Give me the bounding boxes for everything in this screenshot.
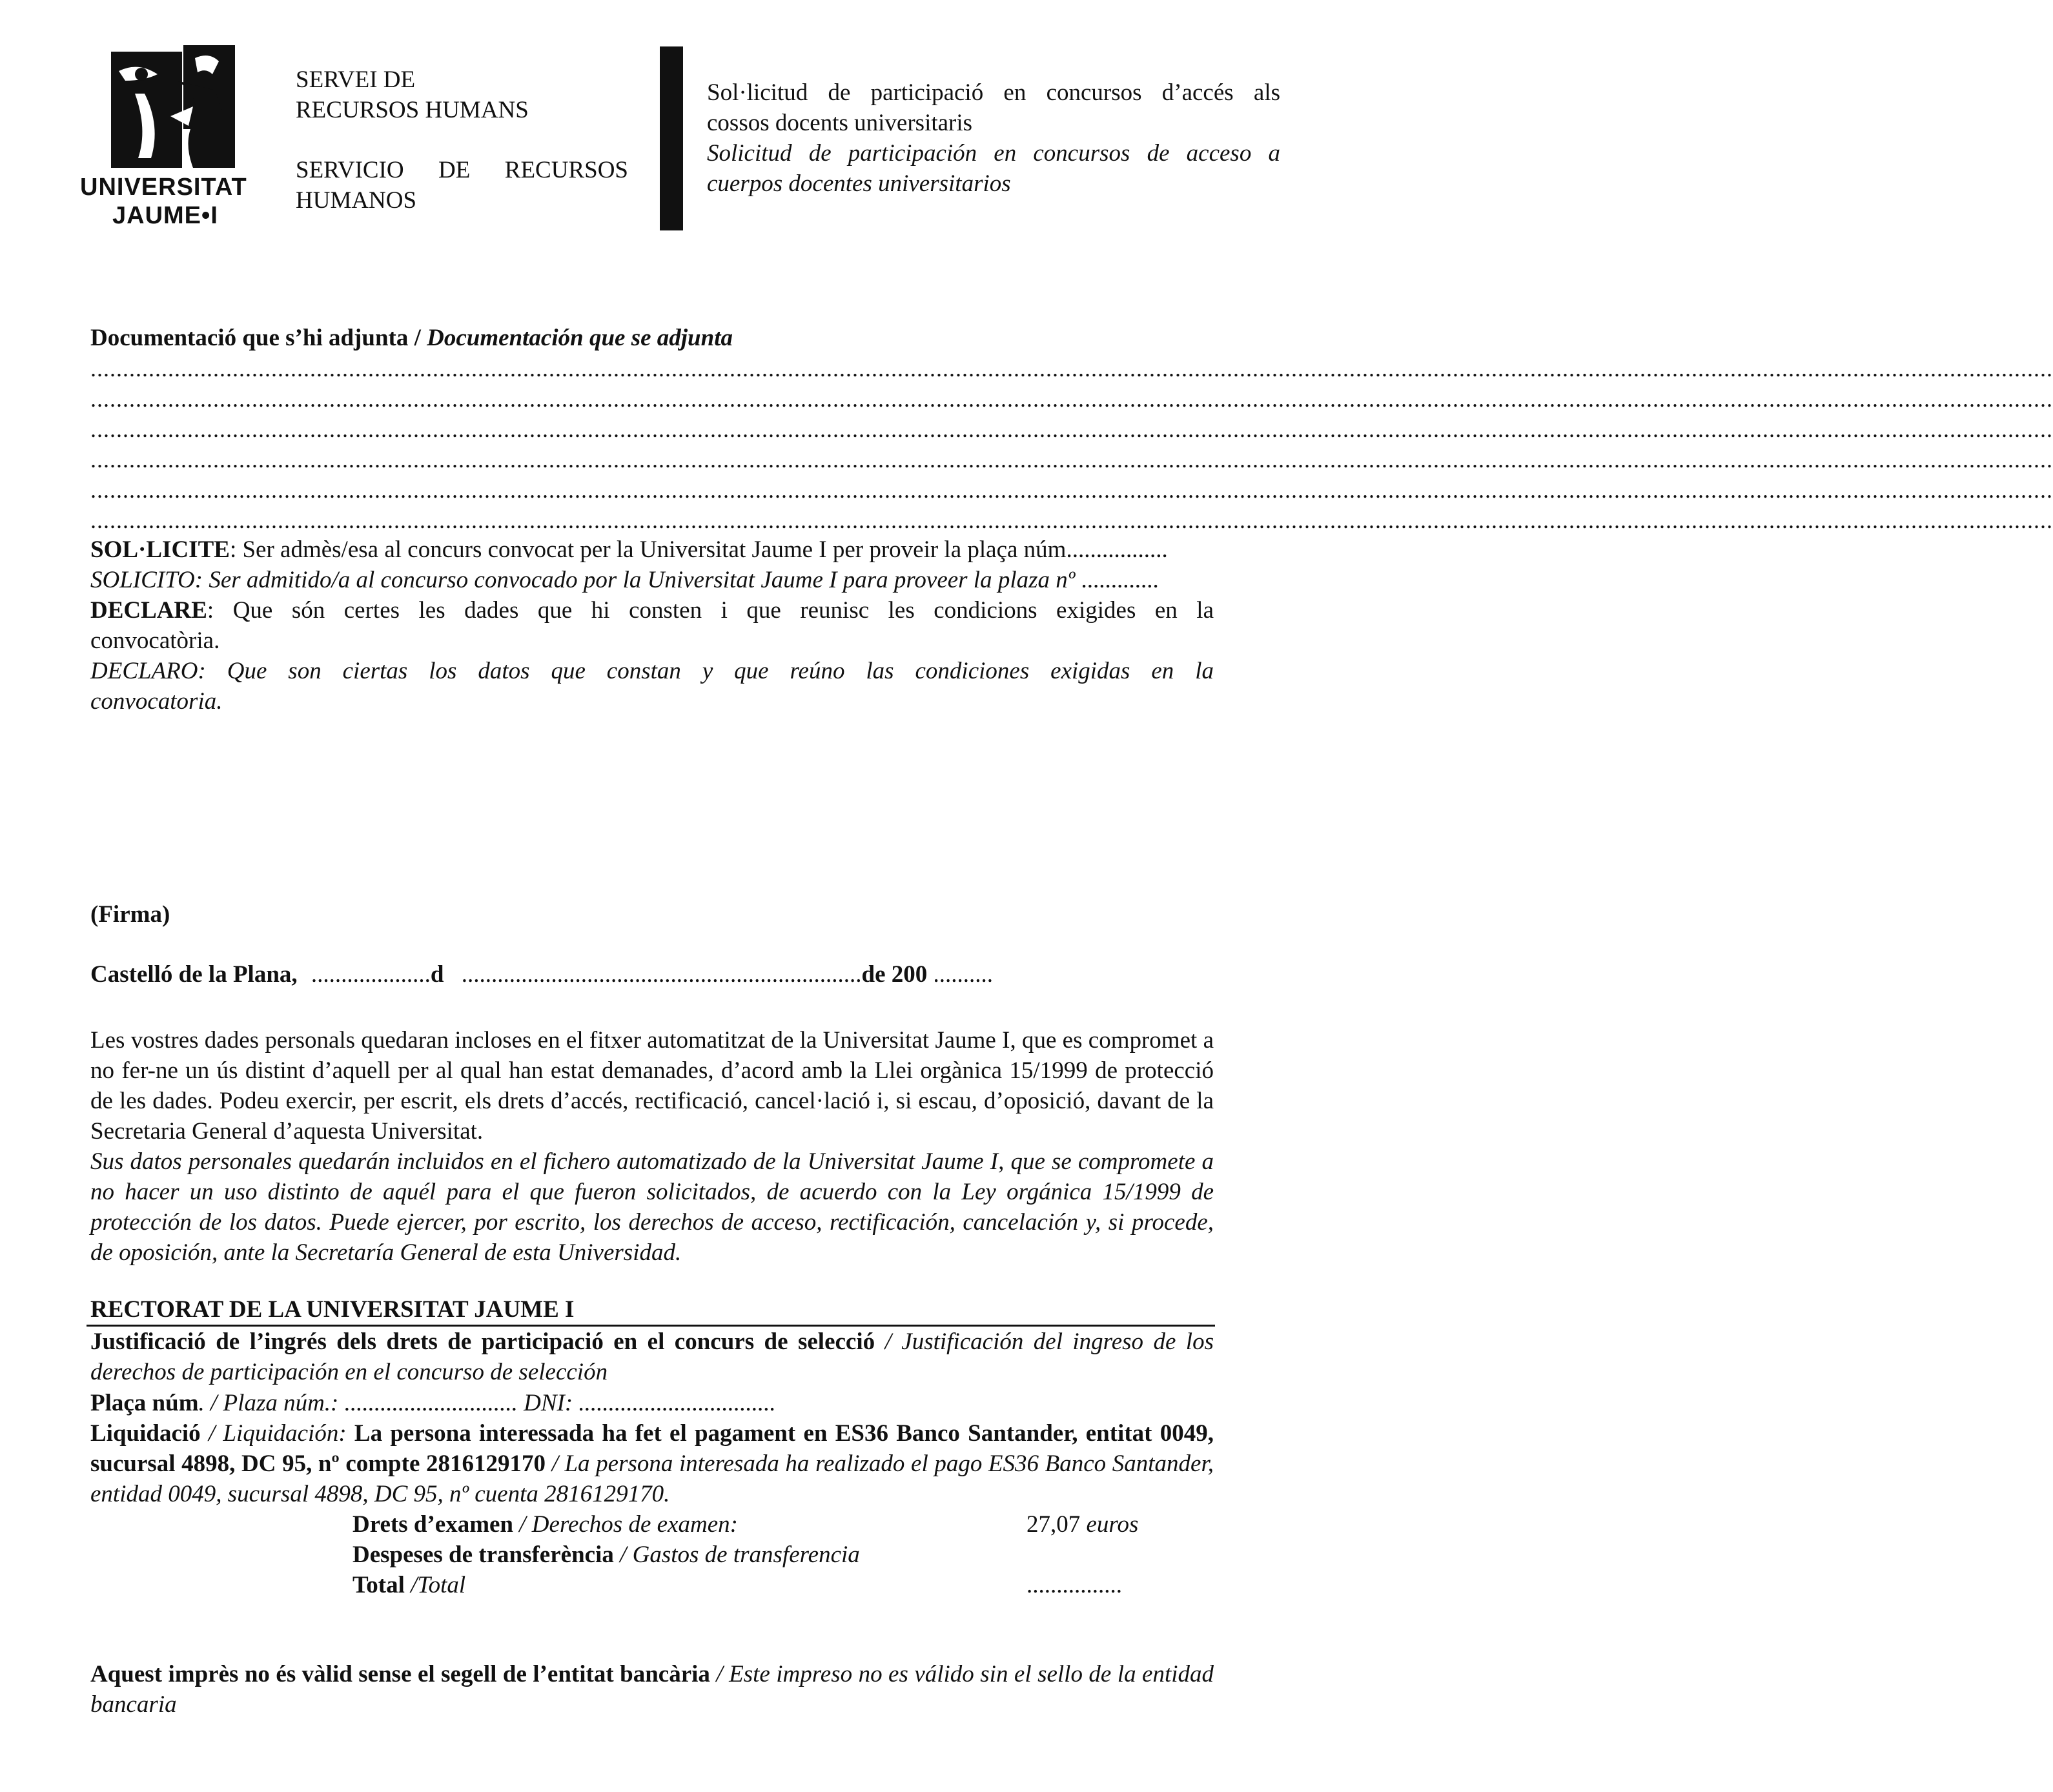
documentation-heading [90,323,733,353]
plaza-dni-fields[interactable]: . / Plaza núm.: ............................. DNI: ................................. [198,1390,776,1416]
declare-text: : Que són certes les dades que hi consten i que reunisc les condicions exigides en la [207,597,1214,624]
fee-row [352,1540,1231,1570]
plaza-line [90,1388,776,1418]
justification-es: / Justificación del ingreso de los derechos de participación en el concurso de selección [90,1329,1214,1385]
plaza-label: Plaça núm [90,1390,199,1416]
declare-label: DECLARE [90,597,207,624]
solicito-text: SOLICITO: Ser admitido/a al concurso convocado por la Universitat Jaume I para proveer la plaza nº [90,567,1076,593]
form-title-es-line1: Solicitud de participación en concursos de acceso a [707,140,1280,167]
declaro-line2: convocatoria. [90,688,223,715]
service-es-line1: SERVICIO DE RECURSOS [296,157,628,183]
logo-line-1: UNIVERSITAT [80,174,247,201]
fee-row [352,1570,1231,1600]
declaro-line: DECLARO: Que son ciertas los datos que constan y que reúno las condiciones exigidas en la [90,658,1214,684]
liquidation [90,1418,1214,1509]
bank-seal-notice [90,1659,1214,1720]
date-year-field[interactable]: .......... [933,961,993,988]
date-month-field[interactable]: ................................................................... [461,961,862,988]
bank-seal-notice-ca: Aquest imprès no és vàlid sense el segell de l’entitat bancària [90,1661,710,1687]
justification-ca: Justificació de l’ingrés dels drets de participació en el concurs de selecció [90,1329,875,1355]
fee-row [352,1509,1231,1540]
fee-label-ca: Despeses de transferència [352,1542,614,1568]
justification [90,1327,1214,1387]
doc-dot-line[interactable]: ................................................................................................................................................................................................................................................................................................................ [90,386,2053,412]
fee-amount: 27,07 [1026,1511,1081,1538]
logo-line-2: JAUME•I [112,202,218,229]
solicito-line [90,565,1282,595]
declare-line2: convocatòria. [90,627,220,654]
liquidation-label-es: / Liquidación: [200,1420,354,1447]
doc-dot-line[interactable]: ................................................................................................................................................................................................................................................................................................................ [90,447,2053,473]
fee-label-es: /Total [404,1572,466,1598]
doc-dot-line[interactable]: ................................................................................................................................................................................................................................................................................................................ [90,507,2053,533]
privacy-es: Sus datos personales quedarán incluidos en el fichero automatizado de la Universitat Jaume I, que se compromete a no hacer un uso distinto de aquél para el que fueron solicitados, de acuerdo con la Ley orgánica 15/1999 de protección de los datos. Puede ejercer, por escrito, los derechos de acceso, rectificación, cancelación y, si procede, de oposición, ante la Secretaría General de esta Universidad. [90,1148,1214,1266]
service-es-line2: HUMANOS [296,187,417,214]
service-ca-line2: RECURSOS HUMANS [296,97,529,123]
service-ca-line1: SERVEI DE [296,66,416,93]
form-title-ca-line2: cossos docents universitaris [707,110,973,136]
fee-unit: euros [1080,1511,1139,1538]
request-block [90,535,1282,717]
liquidation-label: Liquidació [90,1420,201,1447]
date-day-field[interactable]: .................... [311,961,431,988]
logo-emblem-icon [80,45,267,174]
declare-line [90,595,1214,626]
liquidation-bank-ca: La persona interessada ha fet el pagament en ES36 Banco Santander, entitat 0049, sucursal 4898, DC 95, nº compte 2816129170 [90,1420,1214,1477]
rectorat-heading: RECTORAT DE LA UNIVERSITAT JAUME I [90,1296,575,1323]
documentation-lines [90,354,2053,536]
fee-rows [352,1509,1231,1600]
total-amount-field[interactable]: ................ [1026,1572,1122,1598]
documentation-heading-es: Documentación que se adjunta [427,325,733,351]
doc-dot-line[interactable]: ................................................................................................................................................................................................................................................................................................................ [90,477,2053,503]
date-d: d [430,961,444,988]
sollicite-plaza-field[interactable]: ................ [1072,536,1168,563]
privacy-ca: Les vostres dades personals quedaran incloses en el fitxer automatitzat de la Universitat Jaume I, que es compromet a no fer-ne un ús distint d’aquell per al qual han estat demanades, d’acord amb la Llei orgànica 15/1999 de protecció de les dades. Podeu exercir, per escrit, els drets d’accés, rectificació, cancel·lació i, si escau, d’oposició, davant de la Secretaria General d’aquesta Universitat. [90,1027,1214,1145]
form-title-es-line2: cuerpos docentes universitarios [707,170,1011,197]
doc-dot-line[interactable]: ................................................................................................................................................................................................................................................................................................................ [90,416,2053,442]
form-title-ca-line1: Sol·licitud de participació en concursos d’accés als [707,79,1280,106]
header-divider-bar [660,46,683,230]
documentation-heading-ca: Documentació que s’hi adjunta / [90,325,421,351]
fee-label-es: / Gastos de transferencia [613,1542,860,1568]
fee-label-es: / Derechos de examen: [513,1511,738,1538]
date-year-prefix: de 200 [861,961,928,988]
solicito-plaza-field[interactable]: ............. [1081,567,1159,593]
service-name-block [296,65,628,216]
fee-label-ca: Total [352,1572,405,1598]
sollicite-line [90,535,1282,565]
sollicite-label: SOL·LICITE [90,536,230,563]
signature-label: (Firma) [90,901,170,928]
sollicite-text: : Ser admès/esa al concurs convocat per la Universitat Jaume I per proveir la plaça núm. [229,536,1072,563]
fee-label-ca: Drets d’examen [352,1511,514,1538]
form-title-block [707,77,1280,199]
bank-seal-notice-es: / Este impreso no es válido sin el sello de la entidad bancaria [90,1661,1214,1718]
university-logo [80,45,267,232]
date-place: Castelló de la Plana, [90,961,298,988]
doc-dot-line[interactable]: ................................................................................................................................................................................................................................................................................................................ [90,356,2053,382]
liquidation-bank-es: / La persona interesada ha realizado el pago ES36 Banco Santander, entidad 0049, sucursal 4898, DC 95, nº cuenta 2816129170. [90,1451,1214,1507]
date-line [90,959,993,990]
